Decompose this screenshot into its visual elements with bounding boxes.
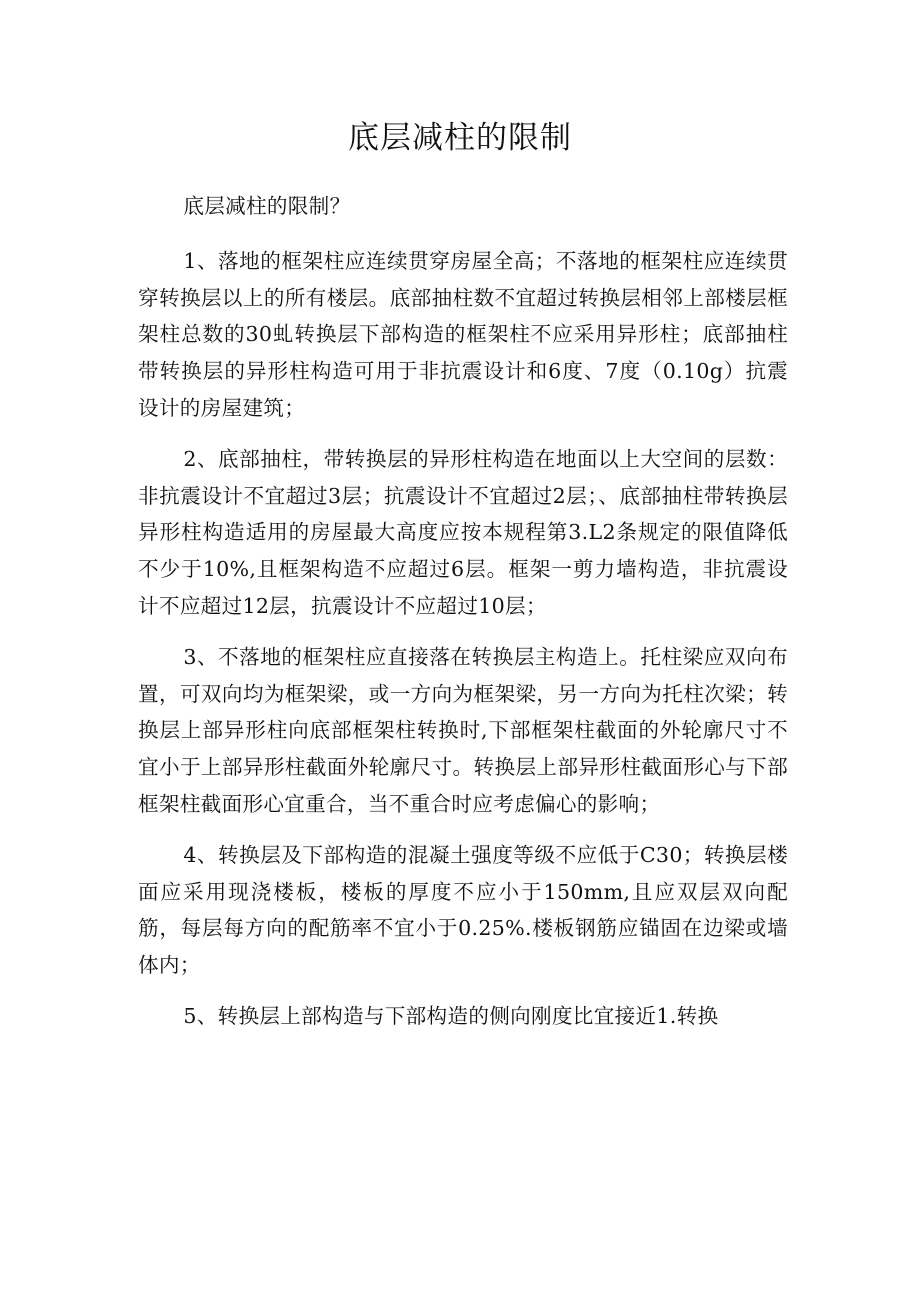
paragraph-2: 2、底部抽柱，带转换层的异形柱构造在地面以上大空间的层数：非抗震设计不宜超过3层；抗震设计不宜超过2层；、底部抽柱带转换层异形柱构造适用的房屋最大高度应按本规程第3.L2条规定的限值降低不少于10%,且框架构造不应超过6层。框架一剪力墙构造，非抗震设计不应超过12层，抗震设计不应超过10层； — [138, 446, 788, 618]
document-title: 底层减柱的限制 — [348, 120, 572, 156]
paragraph-5: 5、转换层上部构造与下部构造的侧向刚度比宜接近1.转换 — [183, 1003, 719, 1028]
paragraph-1: 1、落地的框架柱应连续贯穿房屋全高；不落地的框架柱应连续贯穿转换层以上的所有楼层。底部抽柱数不宜超过转换层相邻上部楼层框架柱总数的30虬转换层下部构造的框架柱不应采用异形柱；底部抽柱带转换层的异形柱构造可用于非抗震设计和6度、7度（0.10g）抗震设计的房屋建筑； — [138, 248, 788, 420]
document-body — [138, 188, 788, 1049]
intro-question: 底层减柱的限制？ — [183, 194, 351, 218]
paragraph-3: 3、不落地的框架柱应直接落在转换层主构造上。托柱梁应双向布置，可双向均为框架梁，或一方向为框架梁，另一方向为托柱次梁；转换层上部异形柱向底部框架柱转换时,下部框架柱截面的外轮廓尺寸不宜小于上部异形柱截面外轮廓尺寸。转换层上部异形柱截面形心与下部框架柱截面形心宜重合，当不重合时应考虑偏心的影响； — [138, 644, 788, 816]
paragraph-4: 4、转换层及下部构造的混凝土强度等级不应低于C30；转换层楼面应采用现浇楼板，楼板的厚度不应小于150mm,且应双层双向配筋，每层每方向的配筋率不宜小于0.25%.楼板钢筋应锚固在边梁或墙体内； — [138, 842, 788, 978]
